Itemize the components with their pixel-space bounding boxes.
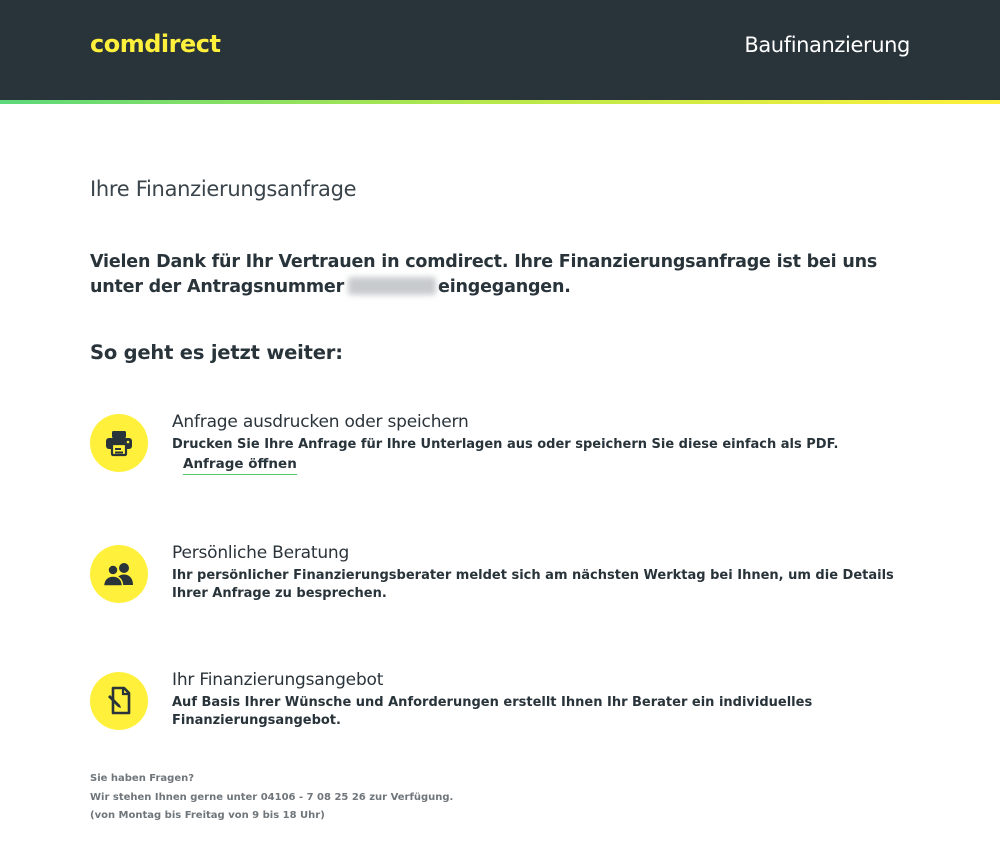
page-title: Ihre Finanzierungsanfrage (90, 177, 357, 201)
step-description: Drucken Sie Ihre Anfrage für Ihre Unterlagen aus oder speichern Sie diese einfach als PDF. (172, 437, 839, 452)
step-consultation (90, 543, 920, 613)
step-print (90, 412, 920, 492)
step-description: Ihr persönlicher Finanzierungsberater meldet sich am nächsten Werktag bei Ihnen, um die Details Ihrer Anfrage zu besprechen. (172, 568, 894, 601)
thank-you-text: Vielen Dank für Ihr Vertrauen in comdirect. Ihre Finanzierungsanfrage ist bei uns unter der Antragsnummer (90, 252, 878, 297)
step-title: Persönliche Beratung (172, 543, 350, 563)
step-title: Ihr Finanzierungsangebot (172, 670, 384, 690)
step-title: Anfrage ausdrucken oder speichern (172, 412, 469, 432)
thank-you-message (90, 250, 920, 300)
users-icon (90, 545, 148, 603)
header-bar (0, 0, 1000, 100)
printer-icon (90, 414, 148, 472)
contact-footer (90, 770, 453, 826)
step-description: Auf Basis Ihrer Wünsche und Anforderungen erstellt Ihnen Ihr Berater ein individuelles Finanzierungsangebot. (172, 695, 813, 728)
comdirect-logo[interactable]: comdirect (90, 30, 221, 58)
thank-you-text-end: eingegangen. (438, 277, 571, 297)
next-steps-heading: So geht es jetzt weiter: (90, 341, 343, 364)
footer-question: Sie haben Fragen? (90, 773, 195, 784)
step-offer (90, 670, 920, 740)
open-request-link[interactable]: Anfrage öffnen (183, 456, 297, 475)
footer-phone-text: Wir stehen Ihnen gerne unter 04106 - 7 08 25 26 zur Verfügung. (90, 791, 454, 803)
header-title: Baufinanzierung (744, 33, 910, 57)
application-number-redacted (348, 277, 436, 295)
document-edit-icon (90, 672, 148, 730)
footer-hours: (von Montag bis Freitag von 9 bis 18 Uhr) (90, 810, 325, 821)
header-gradient-stripe (0, 100, 1000, 104)
